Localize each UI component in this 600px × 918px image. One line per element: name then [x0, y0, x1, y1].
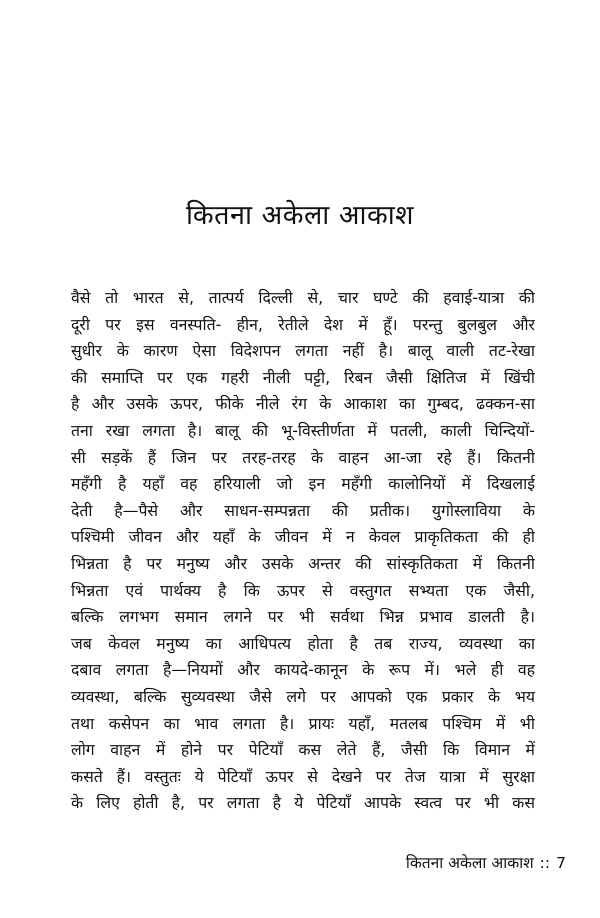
text-line: लोग वाहन में होने पर पेटियाँ कस लेते हैं, जैसी कि विमान में	[71, 740, 535, 760]
text-line: है और उसके ऊपर, फीके नीले रंग के आकाश का गुम्बद, ढक्कन-सा	[71, 394, 535, 414]
chapter-title: कितना अकेला आकाश	[185, 200, 415, 231]
text-line: सी सड़कें हैं जिन पर तरह-तरह के वाहन आ-जा रहे हैं। कितनी	[71, 447, 535, 467]
text-line: दबाव लगता है—नियमों और कायदे-कानून के रूप में। भले ही वह	[71, 660, 535, 680]
text-line: तना रखा लगता है। बालू की भू-विस्तीर्णता में पतली, काली चिन्दियों-	[71, 420, 535, 440]
text-line: दूरी पर इस वनस्पति- हीन, रेतीले देश में हूँ। परन्तु बुलबुल और	[71, 314, 535, 334]
text-line: भिन्नता एवं पार्थक्य है कि ऊपर से वस्तुगत सभ्यता एक जैसी,	[71, 580, 535, 600]
text-line: भिन्नता है पर मनुष्य और उसके अन्तर की सांस्कृतिकता में कितनी	[71, 553, 535, 573]
text-line: तथा कसेपन का भाव लगता है। प्रायः यहाँ, मतलब पश्चिम में भी	[71, 713, 535, 733]
page-number: 7	[556, 854, 566, 872]
text-line: सुधीर के कारण ऐसा विदेशपन लगता नहीं है। बालू वाली तट-रेखा	[71, 341, 535, 361]
text-line: जब केवल मनुष्य का आधिपत्य होता है तब राज्य, व्यवस्था का	[71, 633, 535, 653]
running-title: कितना अकेला आकाश	[405, 854, 534, 872]
text-line: देती है—पैसे और साधन-सम्पन्नता की प्रतीक। युगोस्लाविया के	[71, 500, 535, 520]
text-line: व्यवस्था, बल्कि सुव्यवस्था जैसे लगे पर आपको एक प्रकार के भय	[71, 686, 535, 706]
text-line: कसते हैं। वस्तुतः ये पेटियाँ ऊपर से देखने पर तेज यात्रा में सुरक्षा	[71, 766, 535, 786]
text-line: के लिए होती है, पर लगता है ये पेटियाँ आपके स्वत्व पर भी कस	[71, 793, 535, 813]
page-footer	[406, 851, 566, 875]
text-line: की समाप्ति पर एक गहरी नीली पट्टी, रिबन जैसी क्षितिज में खिंची	[71, 367, 535, 387]
text-line: महँगी है यहाँ वह हरियाली जो इन महँगी कालोनियों में दिखलाई	[71, 474, 535, 494]
footer-separator: ::	[539, 854, 551, 872]
text-line: वैसे तो भारत से, तात्पर्य दिल्ली से, चार घण्टे की हवाई-यात्रा की	[71, 288, 535, 307]
text-line: बल्कि लगभग समान लगने पर भी सर्वथा भिन्न प्रभाव डालती है।	[71, 607, 535, 627]
text-line: पश्चिमी जीवन और यहाँ के जीवन में न केवल प्राकृतिकता की ही	[71, 527, 535, 547]
body-paragraph	[71, 285, 535, 817]
